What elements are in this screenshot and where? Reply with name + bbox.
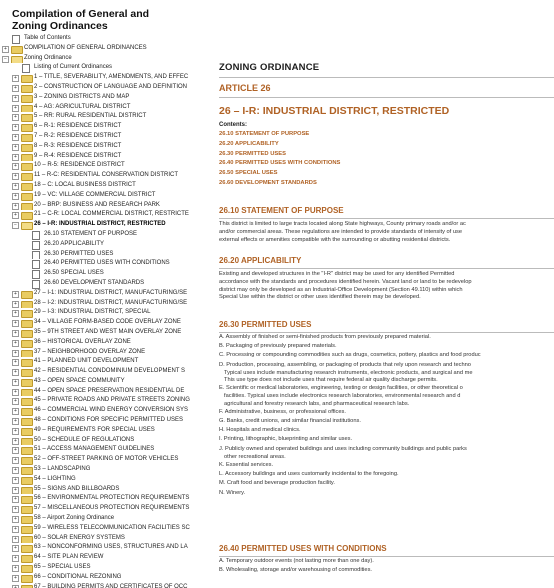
tree-item[interactable] — [2, 63, 214, 73]
tree-item-label: 28 – I-2: INDUSTRIAL DISTRICT, MANUFACTURING/SE — [34, 299, 188, 306]
tree-item[interactable] — [2, 426, 214, 436]
tree-item[interactable] — [2, 83, 214, 93]
tree-item[interactable] — [2, 230, 214, 240]
expand-toggle-icon[interactable]: + — [12, 340, 19, 347]
folder-icon — [21, 301, 33, 309]
expand-toggle-icon[interactable]: + — [12, 105, 19, 112]
folder-icon — [21, 516, 33, 524]
expand-toggle-icon[interactable]: + — [12, 457, 19, 464]
collapse-toggle-icon[interactable]: − — [2, 56, 9, 63]
tree-item-label: 6 – R-1: RESIDENCE DISTRICT — [34, 123, 122, 130]
folder-icon — [21, 359, 33, 367]
paragraph-line: external effects or amenities compatible with the surrounding or abutting residential districts. — [219, 236, 451, 243]
tree-item[interactable] — [2, 122, 214, 132]
folder-icon — [21, 340, 33, 348]
expand-toggle-icon[interactable]: + — [12, 585, 19, 588]
tree-item-label: 45 – PRIVATE ROADS AND PRIVATE STREETS ZONING — [34, 397, 190, 404]
paragraph-line: accordance with the standards and procedures identified herein. Vacant land or land to be redevelop — [219, 278, 472, 285]
tree-item-label: Listing of Current Ordinances — [34, 64, 113, 71]
tree-item[interactable] — [2, 240, 214, 250]
document-icon — [32, 241, 40, 250]
chapter-title: 26 – I-R: INDUSTRIAL DISTRICT, RESTRICTED — [219, 105, 450, 117]
tree-item-label: 60 – SOLAR ENERGY SYSTEMS — [34, 534, 125, 541]
expand-toggle-icon[interactable]: + — [12, 467, 19, 474]
folder-icon — [21, 496, 33, 504]
tree-item[interactable] — [2, 338, 214, 348]
expand-toggle-icon[interactable]: + — [12, 203, 19, 210]
tree-item-label: 7 – R-2: RESIDENCE DISTRICT — [34, 132, 122, 139]
tree-item[interactable] — [2, 152, 214, 162]
document-icon — [22, 64, 30, 73]
expand-toggle-icon[interactable]: + — [12, 193, 19, 200]
divider — [219, 77, 554, 78]
tree-item-label: 18 – C: LOCAL BUSINESS DISTRICT — [34, 181, 136, 188]
tree-item-label: 27 – I-1: INDUSTRIAL DISTRICT, MANUFACTURING/SE — [34, 289, 188, 296]
folder-icon — [21, 105, 33, 113]
tree-item-label: 46 – COMMERCIAL WIND ENERGY CONVERSION SYS — [34, 407, 189, 414]
expand-toggle-icon[interactable]: + — [12, 418, 19, 425]
tree-item[interactable] — [2, 514, 214, 524]
tree-item-label: 11 – R-C: RESIDENTIAL CONSERVATION DISTRICT — [34, 172, 179, 179]
folder-icon — [21, 320, 33, 328]
document-icon — [12, 35, 20, 44]
sidebar-title — [12, 8, 210, 32]
list-item: E. Scientific or medical laboratories, engineering, testing or design facilities, or other theoretical o — [219, 385, 463, 392]
document-content — [214, 50, 554, 588]
tree-item-label: 26.20 APPLICABILITY — [44, 240, 105, 247]
tree-item[interactable] — [2, 289, 214, 299]
contents-link[interactable]: 26.40 PERMITTED USES WITH CONDITIONS — [219, 160, 341, 167]
section-heading-conditional-uses: 26.40 PERMITTED USES WITH CONDITIONS — [219, 544, 387, 553]
document-icon — [32, 260, 40, 269]
expand-toggle-icon[interactable]: + — [12, 526, 19, 533]
folder-icon — [11, 46, 23, 54]
folder-icon — [21, 144, 33, 152]
tree-item-label: 34 – VILLAGE FORM-BASED CODE OVERLAY ZONE — [34, 319, 181, 326]
expand-toggle-icon[interactable]: + — [12, 301, 19, 308]
tree-item-label: 58 – Airport Zoning Ordinance — [34, 515, 115, 522]
folder-icon — [21, 545, 33, 553]
folder-icon — [21, 398, 33, 406]
tree-item[interactable] — [2, 524, 214, 534]
tree-item-label: 44 – OPEN SPACE PRESERVATION RESIDENTIAL DE — [34, 387, 185, 394]
page-heading: ZONING ORDINANCE — [219, 62, 320, 73]
expand-toggle-icon[interactable]: + — [12, 183, 19, 190]
list-item: I. Printing, lithographic, blueprinting and similar uses. — [219, 436, 353, 443]
tree-item[interactable] — [2, 103, 214, 113]
folder-icon — [21, 477, 33, 485]
tree-item[interactable] — [2, 73, 214, 83]
folder-icon — [21, 75, 33, 83]
folder-icon — [21, 575, 33, 583]
list-item: A. Temporary outdoor events (not lasting more than one day). — [219, 558, 374, 564]
expand-toggle-icon[interactable]: + — [12, 408, 19, 415]
tree-item-label: 26 – I-R: INDUSTRIAL DISTRICT, RESTRICTED — [34, 221, 166, 228]
tree-item[interactable] — [2, 475, 214, 485]
tree-item-label: 20 – BRP: BUSINESS AND RESEARCH PARK — [34, 201, 160, 208]
tree-item-label: 50 – SCHEDULE OF REGULATIONS — [34, 436, 135, 443]
folder-icon — [21, 447, 33, 455]
folder-icon — [21, 114, 33, 122]
tree-item-label: 48 – CONDITIONS FOR SPECIFIC PERMITTED USES — [34, 417, 184, 424]
paragraph-line: Special Use within the district or other uses identified therein may be developed. — [219, 294, 421, 301]
folder-icon — [21, 310, 33, 318]
tree-item-label: 21 – C-R: LOCAL COMMERCIAL DISTRICT, RESTRICTE — [34, 211, 189, 218]
list-item: M. Craft food and beverage production facility. — [219, 480, 335, 487]
expand-toggle-icon[interactable]: + — [12, 173, 19, 180]
contents-link[interactable]: 26.10 STATEMENT OF PURPOSE — [219, 131, 310, 137]
expand-toggle-icon[interactable]: + — [12, 575, 19, 582]
tree-item[interactable] — [2, 543, 214, 553]
tree-item-label: 2 – CONSTRUCTION OF LANGUAGE AND DEFINITION — [34, 83, 188, 90]
tree-item-label: 26.10 STATEMENT OF PURPOSE — [44, 230, 138, 237]
folder-icon — [21, 350, 33, 358]
tree-item[interactable] — [2, 269, 214, 279]
divider — [219, 218, 554, 219]
tree-item[interactable] — [2, 406, 214, 416]
tree-item[interactable] — [2, 465, 214, 475]
tree-item-label: 26.30 PERMITTED USES — [44, 250, 114, 257]
folder-icon — [21, 526, 33, 534]
contents-link[interactable]: 26.30 PERMITTED USES — [219, 150, 287, 157]
expand-toggle-icon[interactable]: + — [12, 330, 19, 337]
folder-icon — [21, 585, 33, 588]
expand-toggle-icon[interactable]: + — [12, 438, 19, 445]
expand-toggle-icon[interactable]: + — [12, 516, 19, 523]
folder-icon — [21, 565, 33, 573]
expand-toggle-icon[interactable]: + — [2, 46, 9, 53]
folder-icon — [21, 408, 33, 416]
expand-toggle-icon[interactable]: + — [12, 389, 19, 396]
conditional-uses-list — [219, 557, 554, 575]
tree-item-label: 3 – ZONING DISTRICTS AND MAP — [34, 93, 130, 100]
expand-toggle-icon[interactable]: + — [12, 428, 19, 435]
expand-toggle-icon[interactable]: + — [12, 212, 19, 219]
tree-item-label: 26.40 PERMITTED USES WITH CONDITIONS — [44, 260, 170, 267]
list-item: N. Winery. — [219, 489, 246, 496]
folder-icon — [21, 487, 33, 495]
tree-item[interactable] — [2, 93, 214, 103]
folder-icon — [21, 95, 33, 103]
contents-link[interactable]: 26.20 APPLICABILITY — [219, 140, 279, 147]
tree-item[interactable] — [2, 191, 214, 201]
list-item: agricultural and forestry research labs, and pharmaceutical research labs. — [224, 400, 410, 407]
tree-item[interactable] — [2, 250, 214, 260]
expand-toggle-icon[interactable]: + — [12, 359, 19, 366]
tree-item-label: Table of Contents — [24, 35, 71, 41]
list-item: other recreational areas. — [224, 453, 286, 460]
tree-item[interactable] — [2, 279, 214, 289]
tree-item[interactable] — [2, 377, 214, 387]
tree-item-label: 52 – OFF-STREET PARKING OF MOTOR VEHICLES — [34, 456, 179, 463]
list-item: L. Accessory buildings and uses customarily incidental to the foregoing. — [219, 471, 399, 478]
expand-toggle-icon[interactable]: + — [12, 536, 19, 543]
divider — [219, 268, 554, 269]
tree-item-label: 37 – NEIGHBORHOOD OVERLAY ZONE — [34, 348, 146, 355]
expand-toggle-icon[interactable]: + — [12, 555, 19, 562]
contents-list — [219, 130, 549, 189]
contents-link[interactable]: 26.50 SPECIAL USES — [219, 170, 278, 177]
paragraph-line: Existing and developed structures in the "I-R" district may be used for any identified Permitted — [219, 271, 455, 277]
list-item: A. Assembly of finished or semi-finished products from previously prepared material. — [219, 334, 431, 340]
folder-open-icon — [11, 56, 23, 64]
expand-toggle-icon[interactable]: + — [12, 447, 19, 454]
tree-item-label: 65 – SPECIAL USES — [34, 564, 91, 571]
tree-item[interactable] — [2, 54, 214, 64]
list-item: B. Packaging of previously prepared materials. — [219, 343, 337, 350]
tree-item-label: 36 – HISTORICAL OVERLAY ZONE — [34, 338, 131, 345]
navigation-tree — [2, 34, 214, 588]
contents-label: Contents: — [219, 122, 247, 128]
folder-icon — [21, 418, 33, 426]
sidebar-tree-panel — [0, 0, 214, 588]
list-item: F. Administrative, business, or professional offices. — [219, 408, 346, 415]
list-item: H. Hospitals and medical clinics. — [219, 427, 301, 434]
tree-item-label: 43 – OPEN SPACE COMMUNITY — [34, 377, 125, 384]
folder-icon — [21, 457, 33, 465]
expand-toggle-icon[interactable]: + — [12, 310, 19, 317]
paragraph-line: and/or commercial areas. These regulations are intended to provide standards of intensity of use — [219, 228, 463, 235]
folder-icon — [21, 330, 33, 338]
expand-toggle-icon[interactable]: + — [12, 506, 19, 513]
folder-icon — [21, 212, 33, 220]
sidebar-title-line1: Compilation of General and — [12, 8, 150, 20]
tree-item[interactable] — [2, 181, 214, 191]
list-item: B. Wholesaling, storage and/or warehousing of commodities. — [219, 567, 373, 574]
expand-toggle-icon[interactable]: + — [12, 487, 19, 494]
tree-item-label: 63 – NONCONFORMING USES, STRUCTURES AND LA — [34, 544, 188, 551]
folder-icon — [21, 467, 33, 475]
tree-item-label: 57 – MISCELLANEOUS PROTECTION REQUIREMENTS — [34, 505, 190, 512]
tree-item-label: 41 – PLANNED UNIT DEVELOPMENT — [34, 358, 139, 365]
folder-icon — [21, 428, 33, 436]
tree-item[interactable] — [2, 318, 214, 328]
expand-toggle-icon[interactable]: + — [12, 114, 19, 121]
section-heading-permitted-uses: 26.30 PERMITTED USES — [219, 320, 312, 329]
expand-toggle-icon[interactable]: + — [12, 369, 19, 376]
expand-toggle-icon[interactable]: + — [12, 85, 19, 92]
expand-toggle-icon[interactable]: + — [12, 477, 19, 484]
tree-item-label: 9 – R-4: RESIDENCE DISTRICT — [34, 152, 122, 159]
tree-item[interactable] — [2, 328, 214, 338]
divider — [219, 97, 554, 98]
list-item: G. Banks, credit unions, and similar financial institutions. — [219, 418, 361, 425]
tree-item-label: 66 – CONDITIONAL REZONING — [34, 573, 122, 580]
collapse-toggle-icon[interactable]: − — [12, 222, 19, 229]
expand-toggle-icon[interactable]: + — [12, 75, 19, 82]
list-item: J. Publicly owned and operated buildings and uses including community buildings and public parks — [219, 445, 467, 452]
tree-item-label: 42 – RESIDENTIAL CONDOMINIUM DEVELOPMENT S — [34, 368, 186, 375]
document-icon — [32, 280, 40, 289]
folder-icon — [21, 379, 33, 387]
folder-icon — [21, 203, 33, 211]
expand-toggle-icon[interactable]: + — [12, 144, 19, 151]
contents-link[interactable]: 26.60 DEVELOPMENT STANDARDS — [219, 179, 317, 186]
folder-icon — [21, 124, 33, 132]
permitted-uses-list — [219, 333, 554, 498]
expand-toggle-icon[interactable]: + — [12, 545, 19, 552]
applicability-paragraph — [219, 271, 554, 302]
tree-item-label: 4 – AG: AGRICULTURAL DISTRICT — [34, 103, 131, 110]
tree-item[interactable] — [2, 504, 214, 514]
expand-toggle-icon[interactable]: + — [12, 163, 19, 170]
tree-item[interactable] — [2, 308, 214, 318]
tree-item-label: 49 – REQUIREMENTS FOR SPECIAL USES — [34, 426, 155, 433]
tree-item[interactable] — [2, 445, 214, 455]
tree-item[interactable] — [2, 436, 214, 446]
section-heading-purpose: 26.10 STATEMENT OF PURPOSE — [219, 206, 344, 215]
tree-item[interactable] — [2, 367, 214, 377]
tree-item-label: 53 – LANDSCAPING — [34, 466, 91, 473]
expand-toggle-icon[interactable]: + — [12, 95, 19, 102]
tree-item[interactable] — [2, 210, 214, 220]
tree-item[interactable] — [2, 534, 214, 544]
tree-item[interactable] — [2, 396, 214, 406]
folder-icon — [21, 85, 33, 93]
tree-item[interactable] — [2, 563, 214, 573]
folder-icon — [21, 193, 33, 201]
purpose-paragraph — [219, 221, 554, 244]
article-label: ARTICLE 26 — [219, 83, 271, 93]
tree-item[interactable] — [2, 220, 214, 230]
tree-item[interactable] — [2, 485, 214, 495]
expand-toggle-icon[interactable]: + — [12, 124, 19, 131]
tree-item[interactable] — [2, 161, 214, 171]
tree-item[interactable] — [2, 348, 214, 358]
tree-item[interactable] — [2, 387, 214, 397]
tree-item[interactable] — [2, 201, 214, 211]
tree-item-label: Zoning Ordinance — [24, 54, 72, 61]
tree-item-label: 1 – TITLE, SEVERABILITY, AMENDMENTS, AND EFFEC — [34, 74, 189, 81]
tree-item-label: COMPILATION OF GENERAL ORDINANCES — [24, 44, 147, 51]
tree-item[interactable] — [2, 573, 214, 583]
tree-item-label: 26.60 DEVELOPMENT STANDARDS — [44, 279, 145, 286]
tree-item-label: 19 – VC: VILLAGE COMMERCIAL DISTRICT — [34, 191, 156, 198]
folder-icon — [21, 291, 33, 299]
tree-item-label: 54 – LIGHTING — [34, 475, 76, 482]
tree-item[interactable] — [2, 494, 214, 504]
document-icon — [32, 251, 40, 260]
tree-item[interactable] — [2, 112, 214, 122]
tree-item[interactable] — [2, 357, 214, 367]
expand-toggle-icon[interactable]: + — [12, 496, 19, 503]
tree-item-label: 8 – R-3: RESIDENCE DISTRICT — [34, 142, 122, 149]
tree-item-label: 55 – SIGNS AND BILLBOARDS — [34, 485, 120, 492]
expand-toggle-icon[interactable]: + — [12, 565, 19, 572]
folder-icon — [21, 555, 33, 563]
tree-item-label: 26.50 SPECIAL USES — [44, 270, 104, 277]
tree-item[interactable] — [2, 132, 214, 142]
tree-item-label: 29 – I-3: INDUSTRIAL DISTRICT, SPECIAL — [34, 309, 151, 316]
list-item: K. Essential services. — [219, 462, 274, 469]
tree-item[interactable] — [2, 583, 214, 588]
tree-item-label: 35 – 9TH STREET AND WEST MAIN OVERLAY ZONE — [34, 328, 182, 335]
tree-item[interactable] — [2, 44, 214, 54]
section-heading-applicability: 26.20 APPLICABILITY — [219, 256, 302, 265]
tree-item[interactable] — [2, 416, 214, 426]
tree-item[interactable] — [2, 142, 214, 152]
expand-toggle-icon[interactable]: + — [12, 379, 19, 386]
folder-open-icon — [21, 222, 33, 230]
tree-item-label: 10 – R-5: RESIDENCE DISTRICT — [34, 162, 125, 169]
expand-toggle-icon[interactable]: + — [12, 320, 19, 327]
expand-toggle-icon[interactable]: + — [12, 154, 19, 161]
folder-icon — [21, 134, 33, 142]
paragraph-line: This district is limited to large tracts located along State highways, County primary roads and/or ac — [219, 221, 466, 227]
expand-toggle-icon[interactable]: + — [12, 350, 19, 357]
tree-item-label: 67 – BUILDING PERMITS AND CERTIFICATES OF OCC — [34, 583, 188, 588]
list-item: Typical uses include manufacturing research instruments, electronic products, and surgical and me — [224, 369, 473, 376]
tree-item-label: 51 – ACCESS MANAGEMENT GUIDELINES — [34, 446, 155, 453]
tree-item-label: 64 – SITE PLAN REVIEW — [34, 554, 104, 561]
tree-item[interactable] — [2, 259, 214, 269]
document-icon — [32, 231, 40, 240]
list-item: facilities. Typical uses include electronics research laboratories, environmental research and d — [224, 393, 461, 400]
folder-icon — [21, 389, 33, 397]
tree-item-label: 56 – ENVIRONMENTAL PROTECTION REQUIREMENTS — [34, 495, 190, 502]
sidebar-title-line2: Zoning Ordinances — [12, 20, 108, 32]
folder-icon — [21, 506, 33, 514]
tree-item[interactable] — [2, 171, 214, 181]
document-icon — [32, 270, 40, 279]
tree-item[interactable] — [2, 553, 214, 563]
list-item: D. Production, processing, assembling, or packaging of products that rely upon research and techno — [219, 361, 471, 368]
list-item: C. Processing or compounding commodities such as drugs, cosmetics, pottery, plastics and food produc — [219, 352, 481, 359]
folder-icon — [21, 173, 33, 181]
expand-toggle-icon[interactable]: + — [12, 134, 19, 141]
expand-toggle-icon[interactable]: + — [12, 398, 19, 405]
folder-icon — [21, 163, 33, 171]
tree-item[interactable] — [2, 455, 214, 465]
list-item: This use type does not include uses that require federal air quality discharge permits. — [224, 377, 438, 384]
folder-icon — [21, 369, 33, 377]
tree-item-label: 59 – WIRELESS TELECOMMUNICATION FACILITIES SC — [34, 524, 190, 531]
folder-icon — [21, 438, 33, 446]
folder-icon — [21, 154, 33, 162]
paragraph-line: district may only be developed as an Industrial-Office Development (Section 49.110) within which — [219, 286, 463, 293]
folder-icon — [21, 536, 33, 544]
tree-item-label: 5 – RR: RURAL RESIDENTIAL DISTRICT — [34, 113, 147, 120]
tree-item[interactable] — [2, 34, 214, 44]
tree-item[interactable] — [2, 299, 214, 309]
expand-toggle-icon[interactable]: + — [12, 291, 19, 298]
folder-icon — [21, 183, 33, 191]
